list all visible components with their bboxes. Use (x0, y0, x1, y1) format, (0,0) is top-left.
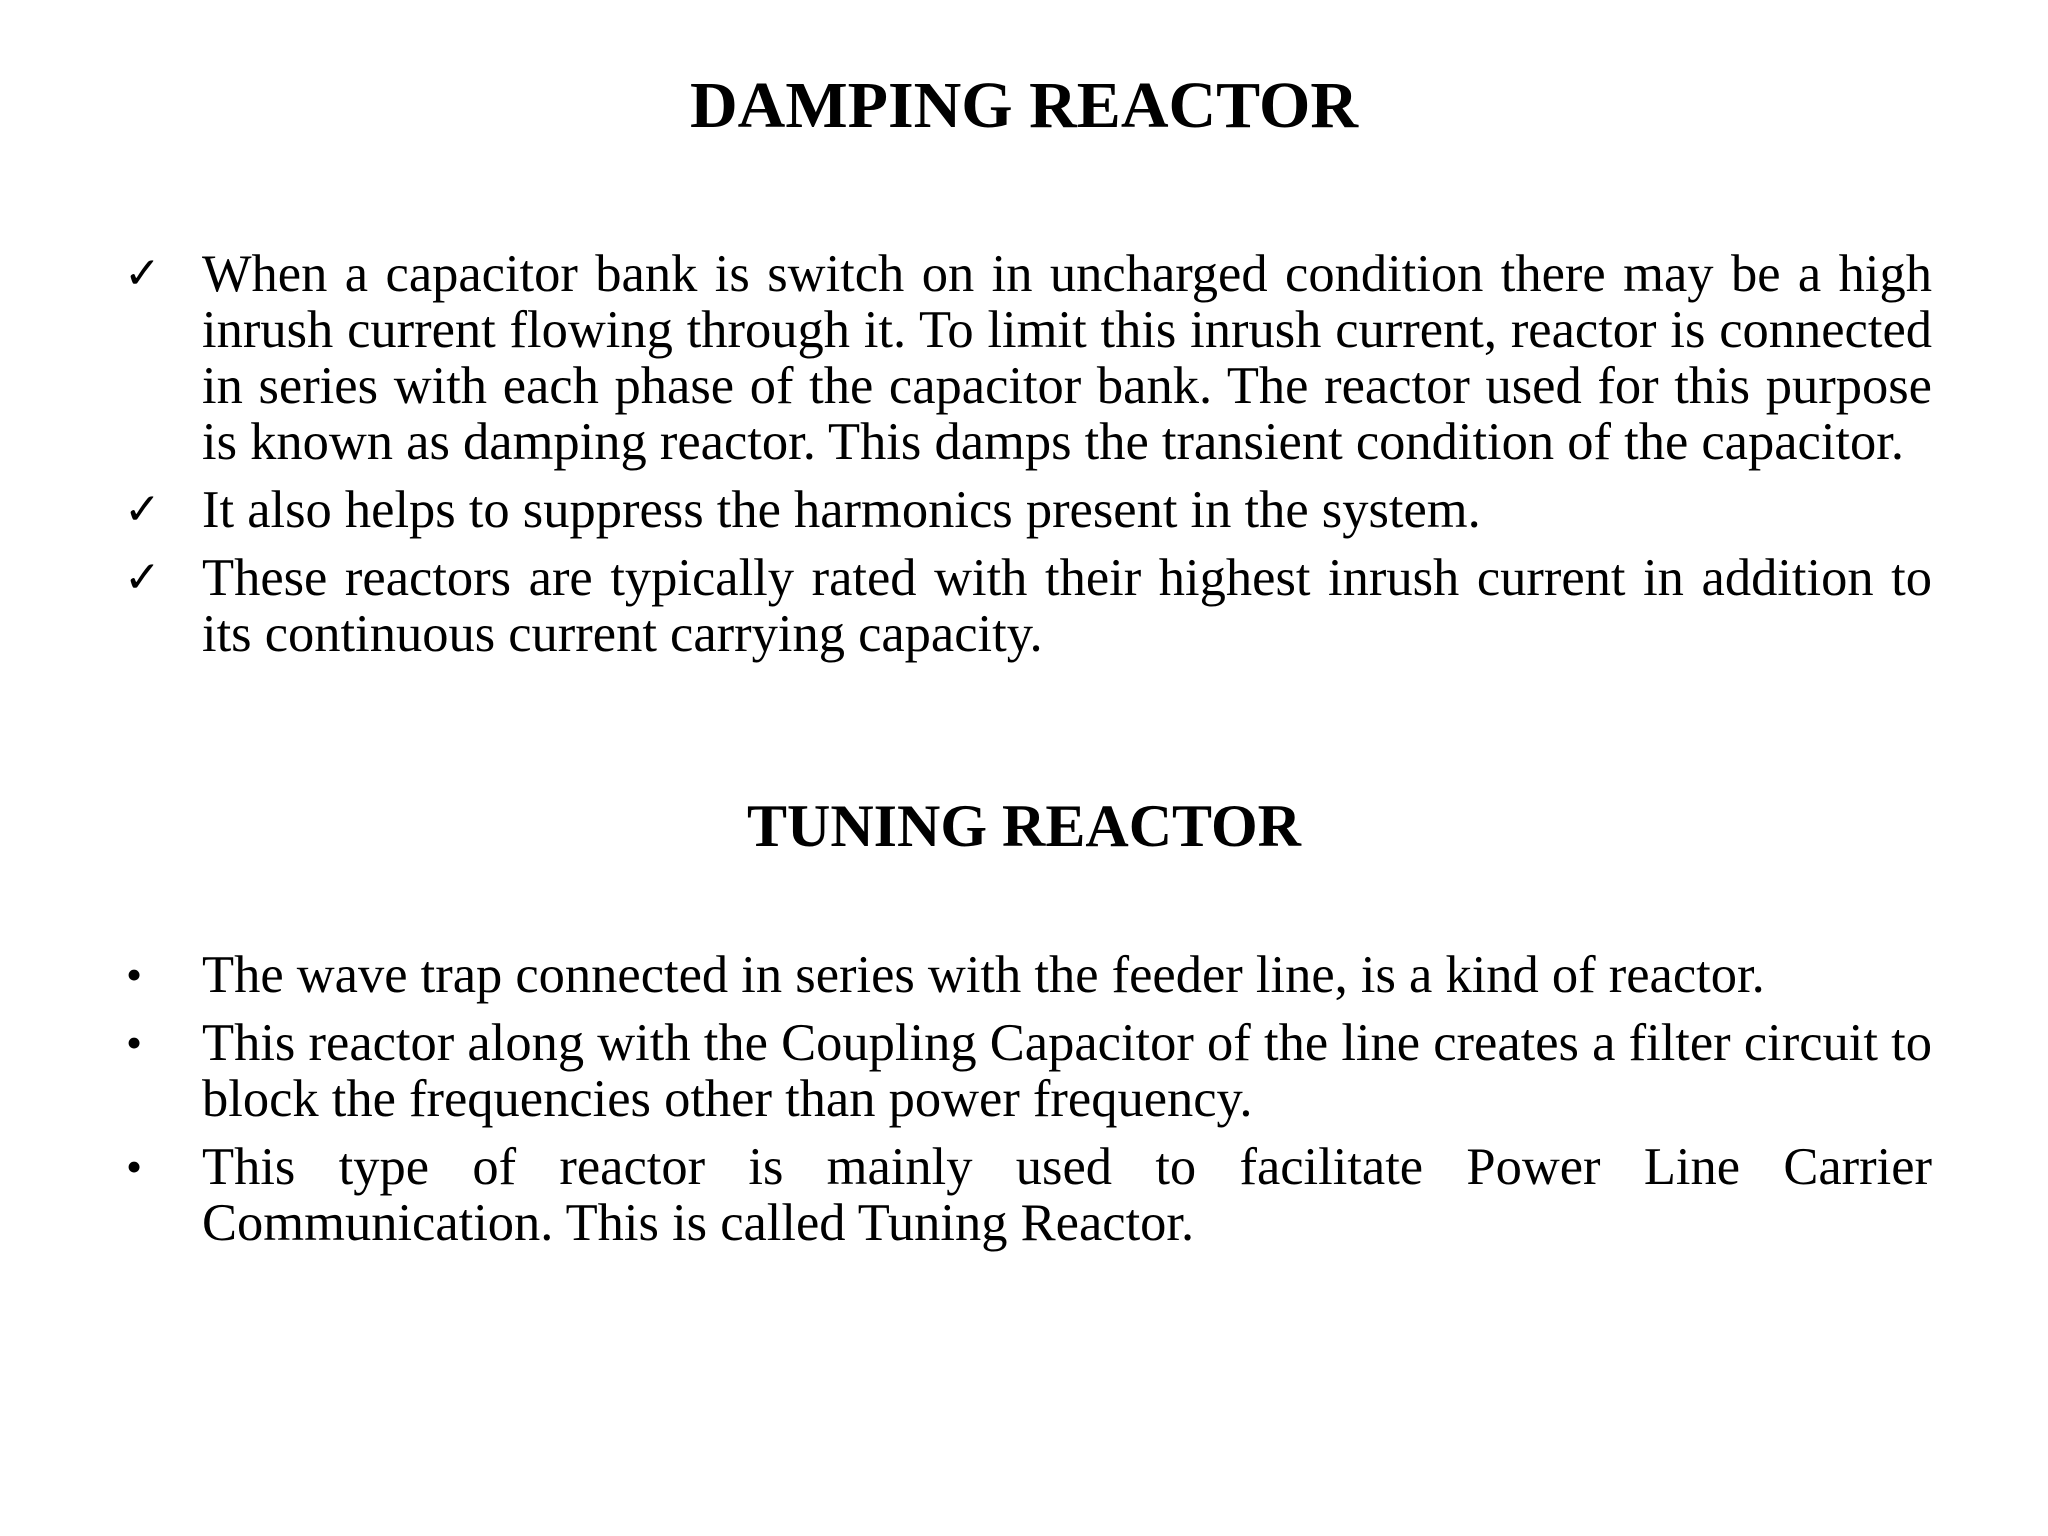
check-mark-icon: ✓ (124, 248, 161, 299)
damping-reactor-list (124, 246, 1932, 674)
list-item-text: This type of reactor is mainly used to facilitate Power Line Carrier Communication. This is called Tuning Reactor. (202, 1138, 1932, 1252)
bullet-icon: • (126, 1017, 143, 1068)
section-title-tuning-reactor: TUNING REACTOR (747, 793, 1301, 859)
list-item-text: These reactors are typically rated with their highest inrush current in addition to its continuous current carrying capacity. (202, 549, 1932, 663)
list-item-text: When a capacitor bank is switch on in uncharged condition there may be a high inrush current flowing through it. To limit this inrush current, reactor is connected in series with each phase of the capacitor bank. The reactor used for this purpose is known as damping reactor. This damps the transient condition of the capacitor. (202, 245, 1932, 471)
section-title-damping-reactor: DAMPING REACTOR (690, 69, 1358, 142)
list-item (124, 1139, 1932, 1251)
list-item (124, 550, 1932, 662)
list-item-text: It also helps to suppress the harmonics present in the system. (202, 481, 1481, 539)
check-mark-icon: ✓ (124, 484, 161, 535)
bullet-icon: • (126, 1141, 143, 1192)
bullet-icon: • (126, 949, 143, 1000)
check-mark-icon: ✓ (124, 552, 161, 603)
tuning-reactor-list (124, 947, 1932, 1263)
list-item (124, 1015, 1932, 1127)
list-item (124, 947, 1932, 1003)
list-item (124, 482, 1932, 538)
list-item-text: The wave trap connected in series with the feeder line, is a kind of reactor. (202, 946, 1765, 1004)
list-item-text: This reactor along with the Coupling Capacitor of the line creates a filter circuit to block the frequencies other than power frequency. (202, 1014, 1932, 1128)
list-item (124, 246, 1932, 470)
